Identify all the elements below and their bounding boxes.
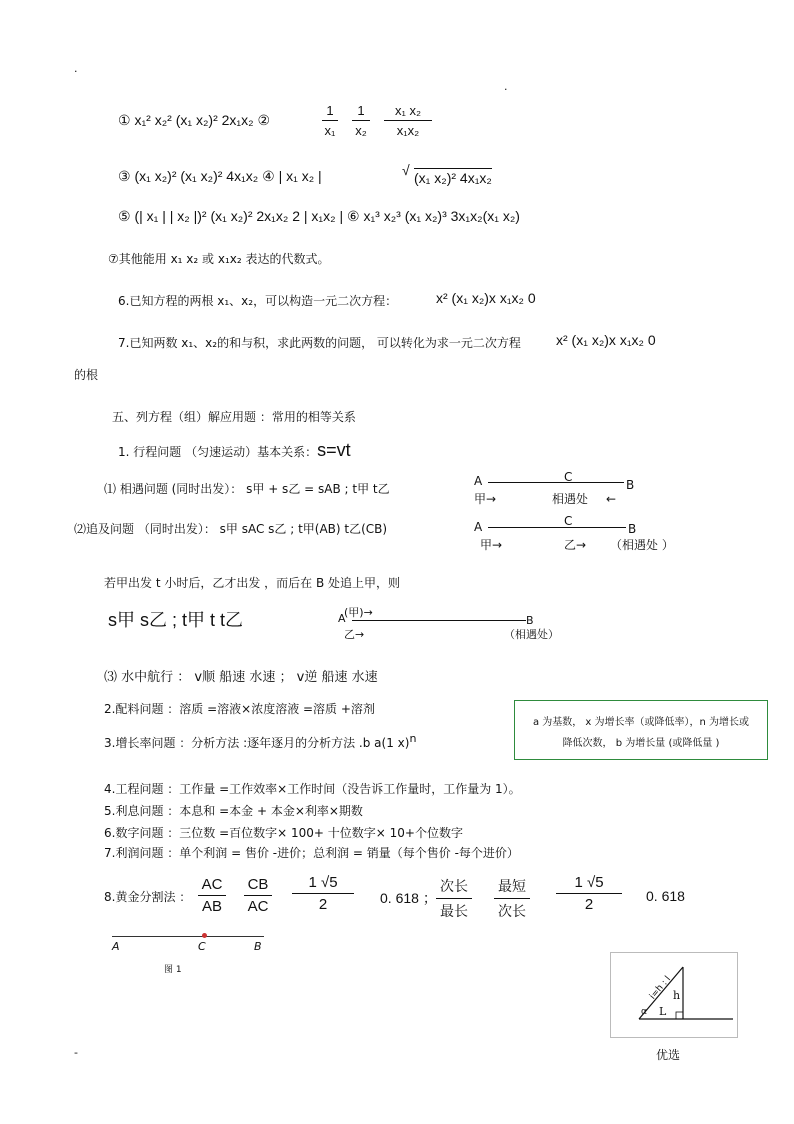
diagram2-meet: （相遇处 ） [610, 538, 674, 552]
digit-problem: 6.数字问题 ：三位数 =百位数字× 100+ 十位数字× 10+个位数字 [104, 826, 463, 840]
diagram3-line [352, 620, 526, 621]
diagram3-yi: 乙→ [344, 628, 365, 641]
diagram1-label-a: A [474, 474, 483, 488]
segment-label-b: B [254, 940, 262, 953]
diagram3-label-a: A [338, 612, 346, 625]
formula-5: ⑤ (| x₁ | | x₂ |)² (x₁ x₂)² 2x₁x₂ 2 | x₁x₂ | ⑥ x₁³ x₂³ (x₁ x₂)³ 3x₁x₂(x₁ x₂) [118, 208, 520, 224]
fraction-ac-ab: AC AB [198, 876, 226, 915]
diagram2-yi: 乙→ [564, 538, 587, 552]
fraction-1-over-x2: 1 x₂ [352, 103, 370, 138]
diagram1-arrow: ← [606, 492, 617, 506]
fraction-golden-1: 1 √5 2 [292, 874, 354, 913]
delayed-start-text: 若甲出发 t 小时后，乙才出发 ，而后在 B 处追上甲，则 [104, 576, 401, 590]
footer-left: - [74, 1046, 78, 1059]
segment-point-c [202, 933, 207, 938]
diagram2-label-b: B [628, 522, 637, 536]
segment-label-a: A [112, 940, 120, 953]
water-navigation: ⑶ 水中航行 ： v顺 船速 水速 ； v逆 船速 水速 [104, 670, 378, 685]
fraction-second-longest: 次长 最长 [436, 876, 472, 921]
formula-7: ⑦其他能用 x₁ x₂ 或 x₁x₂ 表达的代数式。 [108, 252, 330, 266]
diagram2-label-a: A [474, 520, 483, 534]
segment-label-c: C [198, 940, 206, 953]
fraction-golden-2: 1 √5 2 [556, 874, 622, 913]
diagram1-label-b: B [626, 478, 635, 492]
fraction-shortest: 最短 次长 [494, 876, 530, 921]
sqrt-radicand: (x₁ x₂)² 4x₁x₂ [414, 170, 492, 186]
fraction-1-over-x1: 1 x₁ [322, 103, 338, 138]
mixing-problem: 2.配料问题 ：溶质 =溶液×浓度溶液 =溶质 +溶剂 [104, 702, 375, 716]
sqrt-sign: √ [402, 162, 410, 178]
slope-alpha-label: α [641, 1007, 647, 1017]
formula-3: ③ (x₁ x₂)² (x₁ x₂)² 4x₁x₂ ④ | x₁ x₂ | [118, 168, 322, 184]
paragraph-7-tail: 的根 [74, 368, 99, 382]
growth-note-line1: a 为基数， x 为增长率（或降低率），n 为增长或 [532, 717, 750, 728]
golden-value-2: 0. 618 [646, 888, 685, 904]
slope-l-label: L [659, 1005, 667, 1018]
fraction-cb-ac: CB AC [244, 876, 272, 915]
growth-rate-problem: 3.增长率问题 ：分析方法 :逐年逐月的分析方法 .b a(1 x)$^n$ [104, 732, 417, 750]
diagram2-line [488, 527, 626, 528]
formula-1: ① x₁² x₂² (x₁ x₂)² 2x₁x₂ ② [118, 112, 271, 128]
diagram1-label-c: C [564, 470, 573, 484]
growth-note-box [514, 700, 768, 760]
diagram3-label-b: B [526, 614, 534, 627]
meeting-problem: ⑴ 相遇问题 (同时出发）： s甲 + s乙 = sAB ; t甲 t乙 [104, 482, 390, 496]
segment-line [112, 936, 264, 937]
header-mark-right: . [504, 80, 508, 93]
figure-caption: 图 1 [164, 965, 182, 975]
interest-problem: 5.利息问题 ：本息和 =本金 + 本金×利率×期数 [104, 804, 363, 818]
fraction-sum-over-product: x₁ x₂ x₁x₂ [384, 103, 432, 138]
profit-problem: 7.利润问题 ：单个利润 = 售价 -进价；总利润 = 销量（每个售价 -每个进价） [104, 846, 519, 860]
golden-value-1: 0. 618 ； [380, 890, 437, 906]
paragraph-7: 7.已知两数 x₁、x₂的和与积，求此两数的问题， 可以转化为求一元二次方程 [118, 336, 521, 350]
diagram1-line [488, 482, 624, 483]
diagram3-jia: (甲)→ [344, 606, 373, 619]
chase-problem: ⑵追及问题 （同时出发）： s甲 sAC s乙 ; t甲(AB) t乙(CB) [74, 522, 388, 536]
diagram1-jia: 甲→ [474, 492, 497, 506]
equation-7: x² (x₁ x₂)x x₁x₂ 0 [556, 332, 656, 348]
travel-problem: 1. 行程问题 （匀速运动）基本关系：s=vt [118, 440, 351, 460]
slope-h-label: h [673, 989, 681, 1002]
diagram3-meet: （相遇处） [504, 628, 559, 641]
diagram1-meet: 相遇处 [552, 492, 589, 506]
section-title: 五、列方程（组）解应用题 ：常用的相等关系 [112, 410, 356, 424]
equation-6: x² (x₁ x₂)x x₁x₂ 0 [436, 290, 536, 306]
paragraph-6: 6.已知方程的两根 x₁、x₂，可以构造一元二次方程： [118, 294, 398, 308]
diagram2-label-c: C [564, 514, 573, 528]
diagram2-jia: 甲→ [480, 538, 503, 552]
header-mark-left: . [74, 62, 78, 75]
slope-ratio-label: i=h : l [647, 974, 674, 1002]
work-problem: 4.工程问题 ：工作量 =工作效率×工作时间（没告诉工作量时，工作量为 1）。 [104, 782, 521, 796]
slope-figure [610, 952, 738, 1038]
growth-note-line2: 降低次数， b 为增长量 (或降低量 ) [562, 738, 720, 749]
footer-right: 优选 [656, 1048, 681, 1062]
golden-section-label: 8.黄金分割法 ： [104, 890, 192, 904]
delayed-start-formula: s甲 s乙 ; t甲 t t乙 [108, 610, 244, 630]
